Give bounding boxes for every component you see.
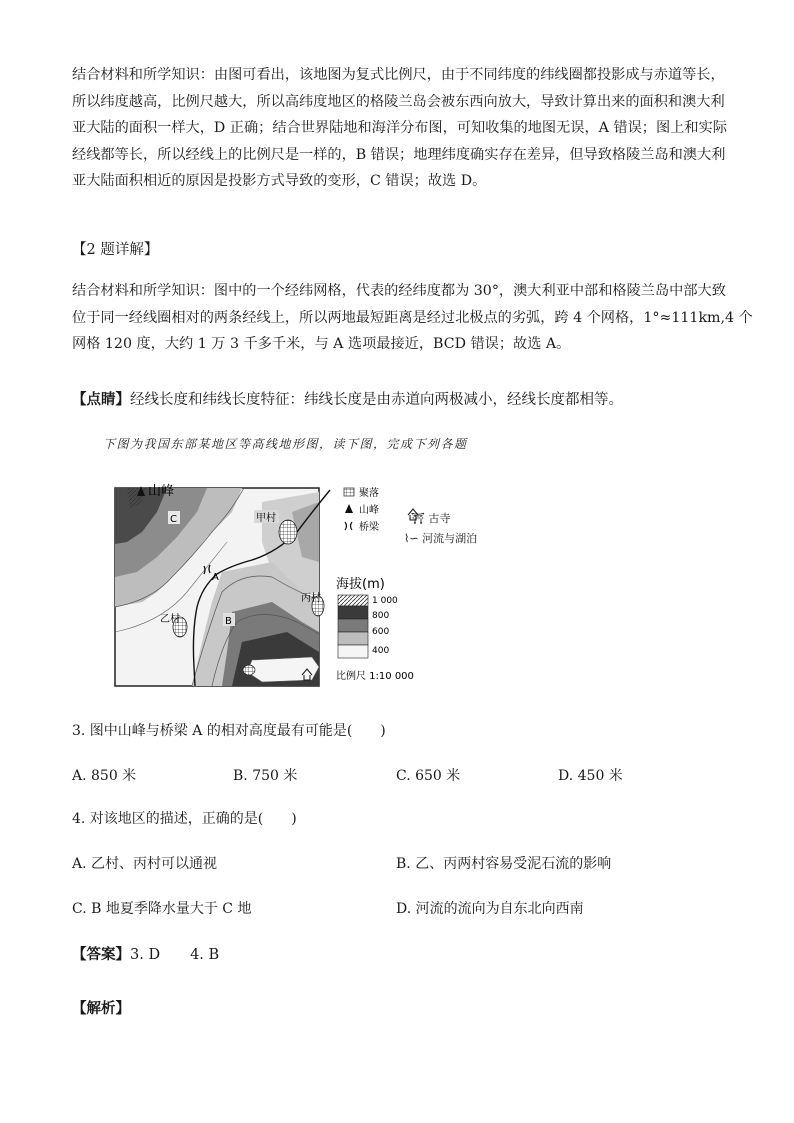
settlement-icon — [279, 520, 297, 544]
contour-map — [112, 482, 424, 688]
text-line: 网格 120 度，大约 1 万 3 千多千米，与 A 选项最接近，BCD 错误；故选 A。 — [72, 336, 571, 352]
q4-option-a[interactable]: A. 乙村、丙村可以通视 — [72, 856, 218, 872]
label-village-yi: 乙村 — [160, 614, 180, 625]
answer-q4: 4. B — [190, 947, 220, 963]
text-line: 结合材料和所学知识：由图可看出，该地图为复式比例尺，由于不同纬度的纬线圈都投影成与赤道等长， — [72, 67, 725, 83]
q3-option-a[interactable]: A. 850 米 — [72, 768, 137, 784]
q3-option-c[interactable]: C. 650 米 — [396, 768, 461, 784]
legend-temple: 古寺 — [428, 512, 451, 525]
label-b: B — [225, 616, 232, 627]
answer-label: 【答案】 — [72, 946, 130, 963]
elevation-level: 600 — [372, 627, 390, 637]
label-village-bing: 丙村 — [301, 593, 321, 604]
elevation-title: 海拔(m) — [336, 577, 385, 592]
label-village-jia: 甲村 — [256, 513, 276, 524]
text-line: 结合材料和所学知识：图中的一个经纬网格，代表的经纬度都为 30°，澳大利亚中部和格陵兰岛中部大致 — [72, 283, 726, 299]
explanation-1 — [72, 62, 727, 195]
elevation-scale — [338, 595, 398, 658]
bridge-icon — [345, 522, 352, 530]
legend-bridge: 桥梁 — [359, 522, 379, 533]
elevation-level: 400 — [372, 646, 390, 656]
legend-settlement: 聚落 — [359, 488, 379, 499]
river-icon: ⌇∽ — [404, 532, 419, 545]
heading-question-2: 【2 题详解】 — [72, 242, 159, 258]
tip — [72, 388, 623, 409]
legend-mountain: 山峰 — [359, 505, 379, 516]
legend-temple-row — [411, 510, 450, 526]
q4-option-b[interactable]: B. 乙、丙两村容易受泥石流的影响 — [396, 856, 612, 872]
text-line: 经线都等长，所以经线上的比例尺是一样的，B 错误；地理纬度确实存在差异，但导致格陵兰岛和澳大利 — [72, 146, 726, 163]
answer — [72, 943, 219, 964]
answer-q3: 3. D — [130, 947, 161, 963]
legend-river: 河流与湖泊 — [422, 532, 478, 545]
text-line: 所以纬度越高，比例尺越大，所以高纬度地区的格陵兰岛会被东西向放大，导致计算出来的面积和澳大利 — [72, 93, 725, 110]
label-peak: 山峰 — [148, 484, 175, 499]
label-bridge-a: A — [212, 572, 219, 583]
q3-option-b[interactable]: B. 750 米 — [233, 768, 298, 784]
label-c: C — [170, 514, 177, 525]
legend-river-row — [404, 530, 477, 546]
elevation-level: 800 — [372, 611, 390, 621]
elevation-level: 1 000 — [372, 596, 398, 606]
tip-label: 【点睛】 — [72, 391, 130, 408]
q4-option-c[interactable]: C. B 地夏季降水量大于 C 地 — [72, 901, 252, 917]
question-4-stem: 4. 对该地区的描述，正确的是( ) — [72, 811, 297, 827]
mountain-icon — [345, 504, 353, 513]
map-scale: 比例尺 1:10 000 — [336, 671, 414, 682]
settlement-icon — [344, 488, 354, 496]
text-line: 亚大陆面积相近的原因是投影方式导致的变形，C 错误；故选 D。 — [72, 173, 487, 189]
tip-text: 经线长度和纬线长度特征：纬线长度是由赤道向两极减小，经线长度都相等。 — [130, 392, 623, 408]
temple-icon: ⛩ — [411, 512, 425, 525]
text-line: 位于同一经线圈相对的两条经线上，所以两地最短距离是经过北极点的劣弧，跨 4 个网格，1°≈111km,4 个 — [72, 309, 753, 326]
q3-option-d[interactable]: D. 450 米 — [558, 768, 623, 784]
legend — [344, 486, 418, 533]
analysis-label: 【解析】 — [72, 1000, 130, 1017]
text-line: 亚大陆的面积一样大，D 正确；结合世界陆地和海洋分布图，可知收集的地图无误，A 错误；图上和实际 — [72, 120, 727, 136]
explanation-2 — [72, 278, 753, 358]
q4-option-d[interactable]: D. 河流的流向为自东北向西南 — [396, 901, 584, 917]
map-intro: 下图为我国东部某地区等高线地形图，读下图，完成下列各题 — [103, 437, 468, 451]
question-3-stem: 3. 图中山峰与桥梁 A 的相对高度最有可能是( ) — [72, 723, 386, 739]
settlement-icon — [243, 665, 255, 675]
